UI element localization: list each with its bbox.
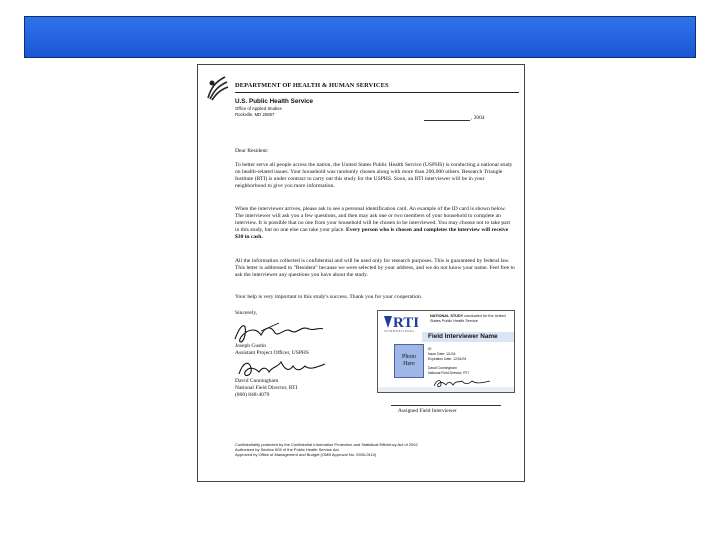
signer-2 [235, 378, 297, 398]
letter-date [424, 115, 484, 121]
footnote-line-3: Approved by Office of Management and Budget (OMB Approval No. 0930-0110) [235, 452, 377, 457]
signer-2-title: National Field Director, RTI [235, 384, 298, 391]
greeting: Dear Resident: [235, 148, 269, 154]
paragraph-interviewer [235, 206, 515, 241]
assigned-signature-line [391, 405, 501, 406]
closing: Sincerely, [235, 310, 258, 316]
office-address: Rockville, MD 20857 [235, 112, 275, 117]
paragraph-confidential: All the information collected is confidential and will be used only for research purposes. This is guaranteed by federal law. This letter is addressed to "Resident" because we were selected by your address, and we do not know your name. Feel free to ask the interviewer any questions you have about the study. [235, 258, 515, 279]
card-expiration-date: Expiration Date: 12/31/04 [428, 357, 467, 361]
study-title-bold: NATIONAL STUDY [430, 314, 464, 318]
rti-logo-sub: INTERNATIONAL [384, 330, 415, 333]
card-footer-stripe [378, 387, 515, 393]
card-issue-date: Issue Date: 1/1/04 [428, 352, 456, 356]
field-interviewer-name: Field Interviewer Name [422, 332, 514, 342]
signer-1 [235, 343, 309, 357]
paragraph-interviewer-text: When the interviewer arrives, please ask to see a personal identification card. An example of the ID card is shown below. The interviewer will ask you a few questions, and then may ask one or two members of your household to complete an interview. It is possible that no one from your household will be chosen to be interviewed. You may choose not to take part in this study, but no one else can take your place. [235, 206, 511, 234]
photo-line-1: Photo [401, 354, 416, 360]
card-director-name: David Cunningham [428, 366, 457, 370]
photo-line-2: Here [403, 361, 415, 367]
date-blank-line [424, 120, 470, 121]
footnote-line-2: Authorized by Section 505 of the Public Health Service Act [235, 447, 339, 452]
study-title-rest: conducted for the United States Public Health Service [430, 314, 506, 323]
footnote [235, 442, 515, 457]
signer-2-phone: (800) 848-4079 [235, 391, 270, 398]
card-id-label: ID [428, 347, 432, 351]
office-name: Office of Applied Studies [235, 106, 282, 111]
date-year: , 2004 [471, 115, 485, 121]
card-director-title: National Field Director, RTI [428, 371, 469, 375]
svg-text:RTI: RTI [393, 315, 420, 330]
paragraph-thanks: Your help is very important to this study's success. Thank you for your cooperation. [235, 294, 423, 300]
id-card-example [377, 310, 515, 393]
signer-2-name: David Cunningham [235, 378, 279, 384]
rti-logo-icon [382, 313, 426, 330]
photo-placeholder [394, 344, 424, 378]
slide-title-bar [24, 16, 696, 58]
letterhead-rule [235, 92, 519, 93]
signer-1-title: Assistant Project Officer, USPHS [235, 349, 309, 356]
department-heading: DEPARTMENT OF HEALTH & HUMAN SERVICES [235, 82, 389, 89]
letter-image [197, 64, 525, 482]
hhs-eagle-logo [205, 74, 229, 102]
cash-incentive-text: Every person who is chosen and completes the interview will receive $30 in cash. [235, 227, 509, 241]
footnote-line-1: Confidentiality protected by the Confidential Information Protection and Statistical Efficiency Act of 2002 [235, 442, 418, 447]
study-title [430, 314, 512, 323]
assigned-field-interviewer: Assigned Field Interviewer [398, 408, 457, 414]
agency-name: U.S. Public Health Service [235, 98, 314, 105]
signer-1-name: Joseph Gustin [235, 343, 267, 349]
paragraph-intro: To better serve all people across the nation, the United States Public Health Service (USPHS) is conducting a national study on health-related issues. Your household was randomly chosen along with more than 200,000 others. Research Triangle Institute (RTI) is under contract to carry out this study for the USPHS. Soon, an RTI interviewer will be in your neighborhood to give you more information. [235, 162, 513, 190]
